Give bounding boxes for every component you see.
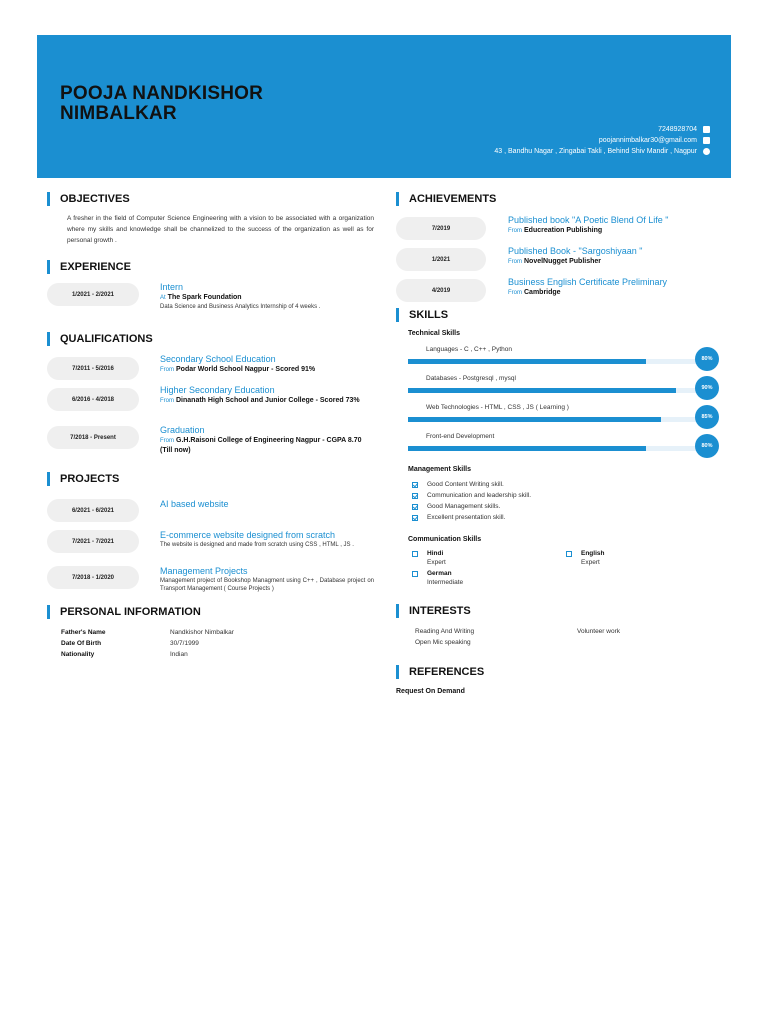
interest-item: Reading And Writing bbox=[415, 628, 475, 635]
language-item bbox=[566, 549, 716, 567]
management-skill-item bbox=[412, 490, 731, 501]
achievements-heading: ACHIEVEMENTS bbox=[396, 192, 731, 206]
from-label: From bbox=[508, 259, 522, 265]
language-name: Hindi bbox=[427, 550, 444, 557]
qualification-item bbox=[47, 354, 377, 385]
org-line bbox=[160, 293, 374, 303]
management-skill-item bbox=[412, 479, 731, 490]
skill-text: Excellent presentation skill. bbox=[427, 514, 506, 521]
interest-item: Open Mic speaking bbox=[415, 639, 471, 646]
language-level: Expert bbox=[581, 559, 600, 566]
skill-bar-fill bbox=[408, 388, 676, 393]
contact-phone[interactable] bbox=[494, 124, 710, 135]
experience-heading: EXPERIENCE bbox=[47, 260, 377, 274]
from-label: From bbox=[160, 398, 174, 404]
technical-skills-list bbox=[396, 343, 731, 459]
info-row bbox=[47, 649, 377, 660]
phone-icon bbox=[703, 126, 710, 133]
skill-bar-track bbox=[408, 359, 706, 364]
issuer-line bbox=[508, 226, 728, 236]
language-name: German bbox=[427, 570, 452, 577]
technical-skill-item bbox=[408, 401, 731, 430]
email-text: poojannimbalkar30@gmail.com bbox=[598, 137, 697, 144]
skill-text: Good Content Writing skill. bbox=[427, 481, 504, 488]
skill-name: Web Technologies - HTML , CSS , JS ( Learning ) bbox=[426, 404, 569, 411]
check-icon bbox=[412, 504, 418, 510]
qualification-item bbox=[47, 425, 377, 465]
check-icon bbox=[412, 482, 418, 488]
issuer-name: NovelNugget Publisher bbox=[524, 258, 602, 265]
project-item bbox=[47, 561, 377, 601]
interests-list bbox=[415, 626, 731, 648]
school-name: Dinanath High School and Junior College - Scored 73% bbox=[176, 397, 360, 404]
check-icon bbox=[566, 551, 572, 557]
skill-bar-fill bbox=[408, 417, 661, 422]
left-column bbox=[47, 192, 377, 660]
project-item bbox=[47, 524, 377, 561]
check-icon bbox=[412, 515, 418, 521]
interests-heading: INTERESTS bbox=[396, 604, 731, 618]
candidate-name bbox=[60, 84, 263, 124]
experience-item bbox=[47, 283, 377, 313]
info-row bbox=[47, 638, 377, 649]
check-icon bbox=[412, 571, 418, 577]
project-title: E-commerce website designed from scratch bbox=[160, 530, 336, 540]
achievement-item bbox=[396, 276, 731, 308]
skill-bar-fill bbox=[408, 446, 646, 451]
interest-item: Volunteer work bbox=[577, 628, 620, 635]
right-column bbox=[396, 192, 731, 695]
at-label: At bbox=[160, 295, 166, 301]
skill-bar-track bbox=[408, 388, 706, 393]
objectives-heading: OBJECTIVES bbox=[47, 192, 377, 206]
skill-bar-track bbox=[408, 417, 706, 422]
management-skill-item bbox=[412, 501, 731, 512]
globe-icon bbox=[703, 148, 710, 155]
check-icon bbox=[412, 493, 418, 499]
issuer-line bbox=[508, 257, 728, 267]
skill-name: Front-end Development bbox=[426, 433, 495, 440]
skill-percent-badge: 80% bbox=[695, 347, 719, 371]
school-name: G.H.Raisoni College of Engineering Nagpur - CGPA 8.70 (Till now) bbox=[160, 437, 362, 454]
language-level: Intermediate bbox=[427, 579, 464, 586]
technical-skill-item bbox=[408, 372, 731, 401]
email-icon bbox=[703, 137, 710, 144]
from-label: From bbox=[160, 367, 174, 373]
achievement-item bbox=[396, 245, 731, 276]
date-pill: 4/2019 bbox=[396, 279, 486, 302]
skill-percent-badge: 85% bbox=[695, 405, 719, 429]
technical-skill-item bbox=[408, 430, 731, 459]
project-desc: Management project of Bookshop Managment using C++ , Database project on Transport Management ( Course Projects ) bbox=[160, 578, 374, 592]
language-level: Expert bbox=[427, 559, 446, 566]
degree-title: Graduation bbox=[160, 425, 205, 435]
info-row bbox=[47, 627, 377, 638]
communication-skills-heading: Communication Skills bbox=[408, 536, 482, 543]
references-heading: REFERENCES bbox=[396, 665, 731, 679]
language-item bbox=[412, 549, 566, 567]
issuer-name: Educreation Publishing bbox=[524, 227, 603, 234]
skill-text: Good Management skills. bbox=[427, 503, 501, 510]
school-line bbox=[160, 396, 374, 406]
school-line bbox=[160, 365, 374, 375]
skill-percent-badge: 90% bbox=[695, 376, 719, 400]
address-text: 43 , Bandhu Nagar , Zingabai Takli , Behind Shiv Mandir , Nagpur bbox=[494, 148, 697, 155]
communication-skills-list bbox=[412, 549, 731, 587]
language-name: English bbox=[581, 550, 605, 557]
from-label: From bbox=[508, 290, 522, 296]
school-name: Podar World School Nagpur - Scored 91% bbox=[176, 366, 316, 373]
date-pill: 6/2016 - 4/2018 bbox=[47, 388, 139, 411]
check-icon bbox=[412, 551, 418, 557]
skill-name: Languages - C , C++ , Python bbox=[426, 346, 512, 353]
contact-address bbox=[494, 146, 710, 157]
qualifications-heading: QUALIFICATIONS bbox=[47, 332, 377, 346]
date-pill: 7/2019 bbox=[396, 217, 486, 240]
technical-skill-item bbox=[408, 343, 731, 372]
contact-block bbox=[494, 124, 710, 157]
technical-skills-heading: Technical Skills bbox=[408, 330, 461, 337]
language-item bbox=[412, 569, 566, 587]
info-key: Father's Name bbox=[61, 629, 106, 636]
info-key: Nationality bbox=[61, 651, 95, 658]
date-pill: 7/2011 - 5/2016 bbox=[47, 357, 139, 380]
achievement-item bbox=[396, 214, 731, 245]
date-pill: 7/2018 - 1/2020 bbox=[47, 566, 139, 589]
role-desc: Data Science and Business Analytics Internship of 4 weeks . bbox=[160, 304, 321, 310]
personal-info-heading: PERSONAL INFORMATION bbox=[47, 605, 377, 619]
skill-percent-badge: 80% bbox=[695, 434, 719, 458]
project-item bbox=[47, 493, 377, 524]
org-name: The Spark Foundation bbox=[167, 294, 242, 301]
achievement-title: Published Book - "Sargoshiyaan " bbox=[508, 246, 643, 256]
issuer-name: Cambridge bbox=[524, 289, 561, 296]
skills-heading: SKILLS bbox=[396, 308, 731, 322]
date-pill: 6/2021 - 6/2021 bbox=[47, 499, 139, 522]
project-title: Management Projects bbox=[160, 566, 248, 576]
skill-text: Communication and leadership skill. bbox=[427, 492, 532, 499]
date-pill: 1/2021 bbox=[396, 248, 486, 271]
management-skills-list bbox=[412, 479, 731, 523]
degree-title: Secondary School Education bbox=[160, 354, 276, 364]
info-value: 30/7/1999 bbox=[170, 640, 199, 647]
skill-bar-track bbox=[408, 446, 706, 451]
project-desc: The website is designed and made from scratch using CSS , HTML , JS . bbox=[160, 542, 354, 548]
management-skills-heading: Management Skills bbox=[408, 466, 472, 473]
management-skill-item bbox=[412, 512, 731, 523]
date-pill: 7/2018 - Present bbox=[47, 426, 139, 449]
skill-bar-fill bbox=[408, 359, 646, 364]
issuer-line bbox=[508, 288, 728, 298]
info-value: Indian bbox=[170, 651, 188, 658]
date-pill: 1/2021 - 2/2021 bbox=[47, 283, 139, 306]
name-line-2: NIMBALKAR bbox=[60, 103, 177, 124]
project-title: AI based website bbox=[160, 499, 229, 509]
date-pill: 7/2021 - 7/2021 bbox=[47, 530, 139, 553]
info-value: Nandkishor Nimbalkar bbox=[170, 629, 234, 636]
references-text: Request On Demand bbox=[396, 688, 465, 695]
resume-header bbox=[37, 35, 731, 178]
projects-heading: PROJECTS bbox=[47, 472, 377, 486]
name-line-1: POOJA NANDKISHOR bbox=[60, 83, 264, 104]
achievement-title: Business English Certificate Preliminary bbox=[508, 277, 668, 287]
degree-title: Higher Secondary Education bbox=[160, 385, 275, 395]
personal-info-table bbox=[47, 627, 377, 660]
school-line bbox=[160, 436, 374, 456]
phone-text: 7248928704 bbox=[658, 126, 697, 133]
info-key: Date Of Birth bbox=[61, 640, 102, 647]
role-title: Intern bbox=[160, 282, 184, 292]
from-label: From bbox=[160, 438, 174, 444]
objectives-text: A fresher in the field of Computer Science Engineering with a vision to be associated with a organization where my skills and knowledge shall be channelized to the success of the organization as well as for personal growth . bbox=[67, 215, 374, 244]
contact-email[interactable] bbox=[494, 135, 710, 146]
from-label: From bbox=[508, 228, 522, 234]
skill-name: Databases - Postgresql , mysql bbox=[426, 375, 516, 382]
achievement-title: Published book "A Poetic Blend Of Life " bbox=[508, 215, 669, 225]
qualification-item bbox=[47, 385, 377, 425]
